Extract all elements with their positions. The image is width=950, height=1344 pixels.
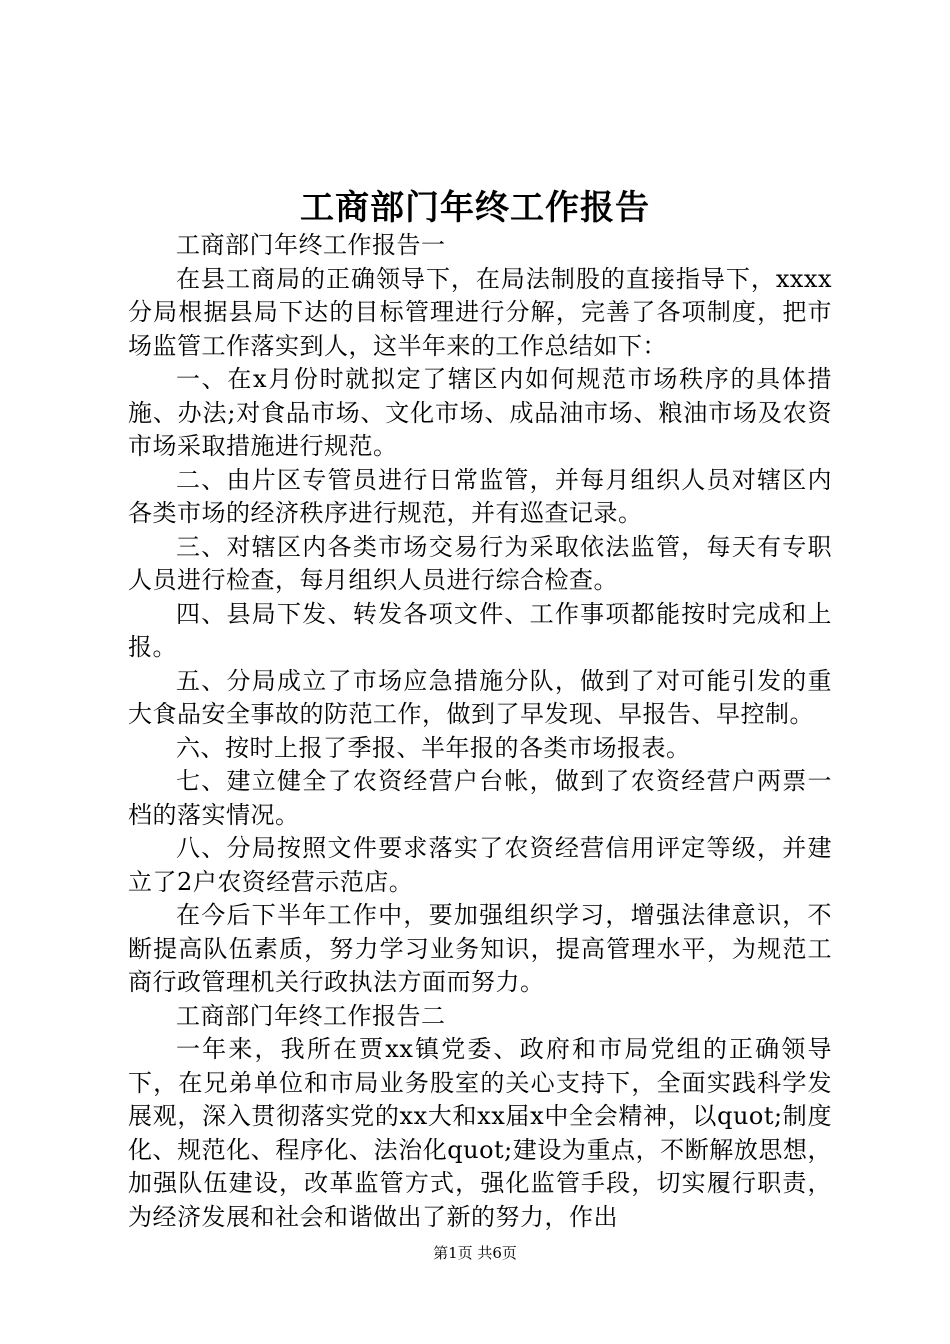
body-paragraph: 八、分局按照文件要求落实了农资经营信用评定等级，并建立了2户农资经营示范店。 bbox=[128, 834, 832, 896]
section-heading: 工商部门年终工作报告二 bbox=[176, 1001, 446, 1030]
body-paragraph: 在县工商局的正确领导下，在局法制股的直接指导下，xxxx分局根据县局下达的目标管理进行分解，完善了各项制度，把市场监管工作落实到人，这半年来的工作总结如下： bbox=[128, 264, 832, 360]
body-paragraph: 三、对辖区内各类市场交易行为采取依法监管，每天有专职人员进行检查，每月组织人员进行综合检查。 bbox=[128, 532, 832, 594]
body-paragraph: 一、在x月份时就拟定了辖区内如何规范市场秩序的具体措施、办法;对食品市场、文化市场、成品油市场、粮油市场及农资市场采取措施进行规范。 bbox=[128, 365, 832, 460]
document-title: 工商部门年终工作报告 bbox=[300, 188, 650, 228]
section-heading: 工商部门年终工作报告一 bbox=[176, 231, 446, 259]
document-body bbox=[128, 229, 832, 1234]
body-paragraph: 五、分局成立了市场应急措施分队，做到了对可能引发的重大食品安全事故的防范工作，做到了早发现、早报告、早控制。 bbox=[128, 666, 832, 728]
body-paragraph: 六、按时上报了季报、半年报的各类市场报表。 bbox=[176, 733, 691, 762]
body-paragraph: 四、县局下发、转发各项文件、工作事项都能按时完成和上报。 bbox=[128, 599, 832, 661]
page-number: 第1页 共6页 bbox=[433, 1244, 517, 1262]
body-paragraph: 在今后下半年工作中，要加强组织学习，增强法律意识，不断提高队伍素质，努力学习业务知识，提高管理水平，为规范工商行政管理机关行政执法方面而努力。 bbox=[128, 901, 832, 996]
body-paragraph: 二、由片区专管员进行日常监管，并每月组织人员对辖区内各类市场的经济秩序进行规范，并有巡查记录。 bbox=[128, 465, 832, 527]
body-paragraph: 一年来，我所在贾xx镇党委、政府和市局党组的正确领导下，在兄弟单位和市局业务股室的关心支持下，全面实践科学发展观，深入贯彻落实党的xx大和xx届x中全会精神，以quot;制度化、规范化、程序化、法治化quot;建设为重点，不断解放思想，加强队伍建设，改革监管方式，强化监管手段，切实履行职责，为经济发展和社会和谐做出了新的努力，作出 bbox=[128, 1035, 832, 1231]
body-paragraph: 七、建立健全了农资经营户台帐，做到了农资经营户两票一档的落实情况。 bbox=[128, 767, 832, 829]
